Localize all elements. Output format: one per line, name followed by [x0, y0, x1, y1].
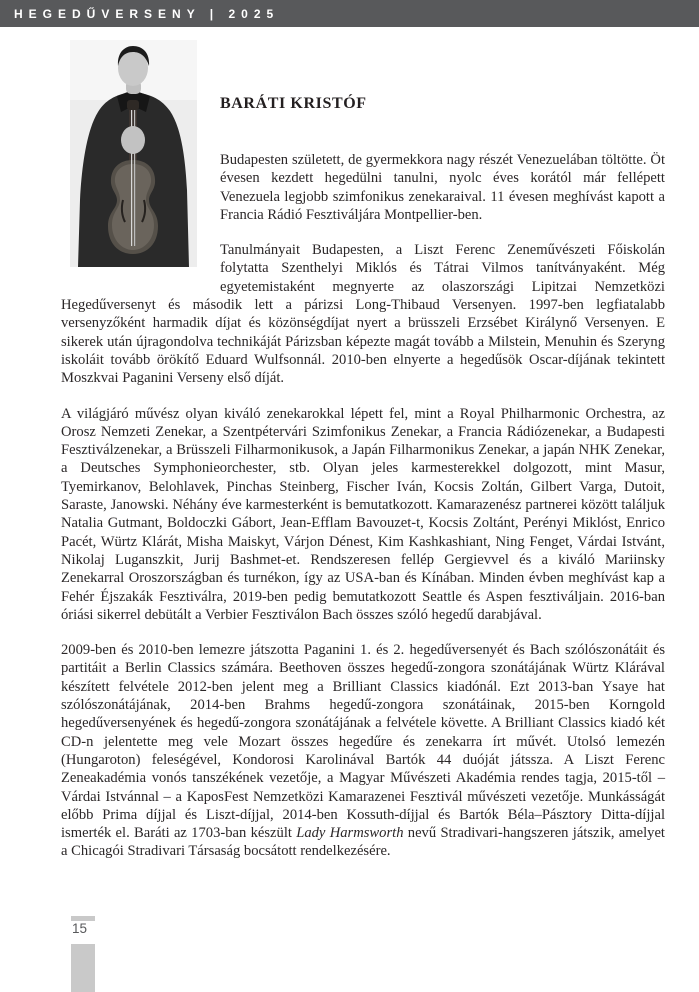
page-number: 15	[72, 921, 88, 936]
page-header-bar	[0, 0, 699, 27]
bio-paragraph-4-text: 2009-ben és 2010-ben lemezre játszotta Paganini 1. és 2. hegedűversenyét és Bach szólószonátáit és partitáit a Berlin Classics számára. Beethoven összes hegedű-zongora szonátájának Würtz Klárával készített felvétele 2012-ben jelent meg a Brilliant Classics kiadónál. Ezt 2013-ban Ysaye hat szólószonátájának, 2014-ben Brahms hegedű-zongora szonátáinak, 2015-ben Korngold hegedűversenyének és hegedű-zongora szonátájának a felvétele követte. A Brilliant Classics kiadó két CD-n jelentette meg vele Mozart összes hegedűre és zenekarra írt művét. Utolsó lemezén (Hungaroton) feleségével, Kondorosi Karolinával Bartók 44 duóját játssza. A Liszt Ferenc Zeneakadémia vonós tanszékének vezetője, a Magyar Művészeti Akadémia rendes tagja, 2015-től – Várdai Istvánnal – a KaposFest Nemzetközi Kamarazenei Fesztivál művészeti vezetője. Munkásságát előbb Prima díjjal és Liszt-díjjal, 2014-ben Kossuth-díjjal és Bartók Béla–Pásztory Ditta-díjjal ismerték el. Baráti az 1703-ban készült	[61, 642, 665, 842]
instrument-name-italic: Lady Harmsworth	[296, 825, 404, 842]
bio-paragraph-3: A világjáró művész olyan kiváló zenekarokkal lépett fel, mint a Royal Philharmonic Orchestra, az Orosz Nemzeti Zenekar, a Szentpétervári Szimfonikus Zenekar, a Francia Rádiózenekar, a Budapesti Fesztiválzenekar, a Brüsszeli Filharmonikusok, a Japán Filharmonikus Zenekar, a japán NHK Zenekar, a Deutsches Symphonieorchester, stb. Olyan jeles karmesterekkel dolgozott, mint Masur, Tyemirkanov, Belohlavek, Pinchas Steinberg, Fischer Iván, Kocsis Zoltán, Gilbert Varga, Dutoit, Saraste, Janowski. Néhány éve karmesterként is bemutatkozott. Kamarazenész partnerei között találjuk Natalia Gutmant, Boldoczki Gábort, Jean-Efflam Bavouzet-t, Kocsis Zoltánt, Perényi Miklóst, Enrico Pacét, Würtz Klárát, Misha Maiskyt, Várjon Dénest, Kim Kashkashiant, Ning Fenget, Várdai Istvánt, Nikolaj Luganszkit, Jurij Bashmet-et. Rendszeresen fellép Gergievvel és a kiváló Mariinsky Zenekarral Oroszországban és turnékon, így az USA-ban és Kínában. Minden évben meghívást kap a Fehér Éjszakák Fesztiválra, 2019-ben pedig bemutatkozott Seattle és Aspen fesztiváljain. 2016-ban óriási sikerrel debütált a Verbier Fesztiválon Bach összes szóló hegedű darabjával.	[61, 405, 665, 623]
artist-photo-illustration	[70, 40, 197, 267]
artist-name-heading: BARÁTI KRISTÓF	[220, 95, 367, 112]
header-title: HEGEDŰVERSENY | 2025	[14, 6, 280, 21]
footer-decoration-block	[71, 944, 95, 992]
bio-paragraph-4-text-end: nevű Stradivari-hangszeren játszik, amelyet a Chicagói Stradivari Társaság bocsátott rendelkezésére.	[61, 825, 665, 860]
bio-paragraph-4	[61, 641, 665, 861]
bio-paragraph-2: Tanulmányait Budapesten, a Liszt Ferenc Zeneművészeti Főiskolán folytatta Szenthelyi Miklós és Tátrai Vilmos tanítványaként. Még egyetemistaként megnyerte az olaszországi Lipitzai Nemzetközi Hegedűversenyt és második lett a párizsi Long-Thibaud Versenyen. 1997-ben legfiatalabb versenyzőként harmadik díjat és közönségdíjat nyert a brüsszeli Erzsébet Királynő Versenyen. E sikerek után újragondolva technikáját Párizsban képezte magát tovább a Milstein, Menuhin és Szeryng iskoláit tovább örökítő Eduard Wulfsonnál. 2010-ben elnyerte a hegedűsök Oscar-díjának tekintett Moszkvai Paganini Verseny első díját.	[61, 242, 665, 387]
page-content	[0, 27, 699, 861]
artist-photo	[70, 40, 197, 267]
bio-paragraph-1: Budapesten született, de gyermekkora nagy részét Venezuelában töltötte. Öt évesen kezdett hegedülni tanulni, nyolc éves korától már fellépett Venezuela legjobb szimfonikus zenekaraival. 11 évesen meghívást kapott a Francia Rádió Fesztiváljára Montpellier-ben.	[220, 152, 665, 223]
